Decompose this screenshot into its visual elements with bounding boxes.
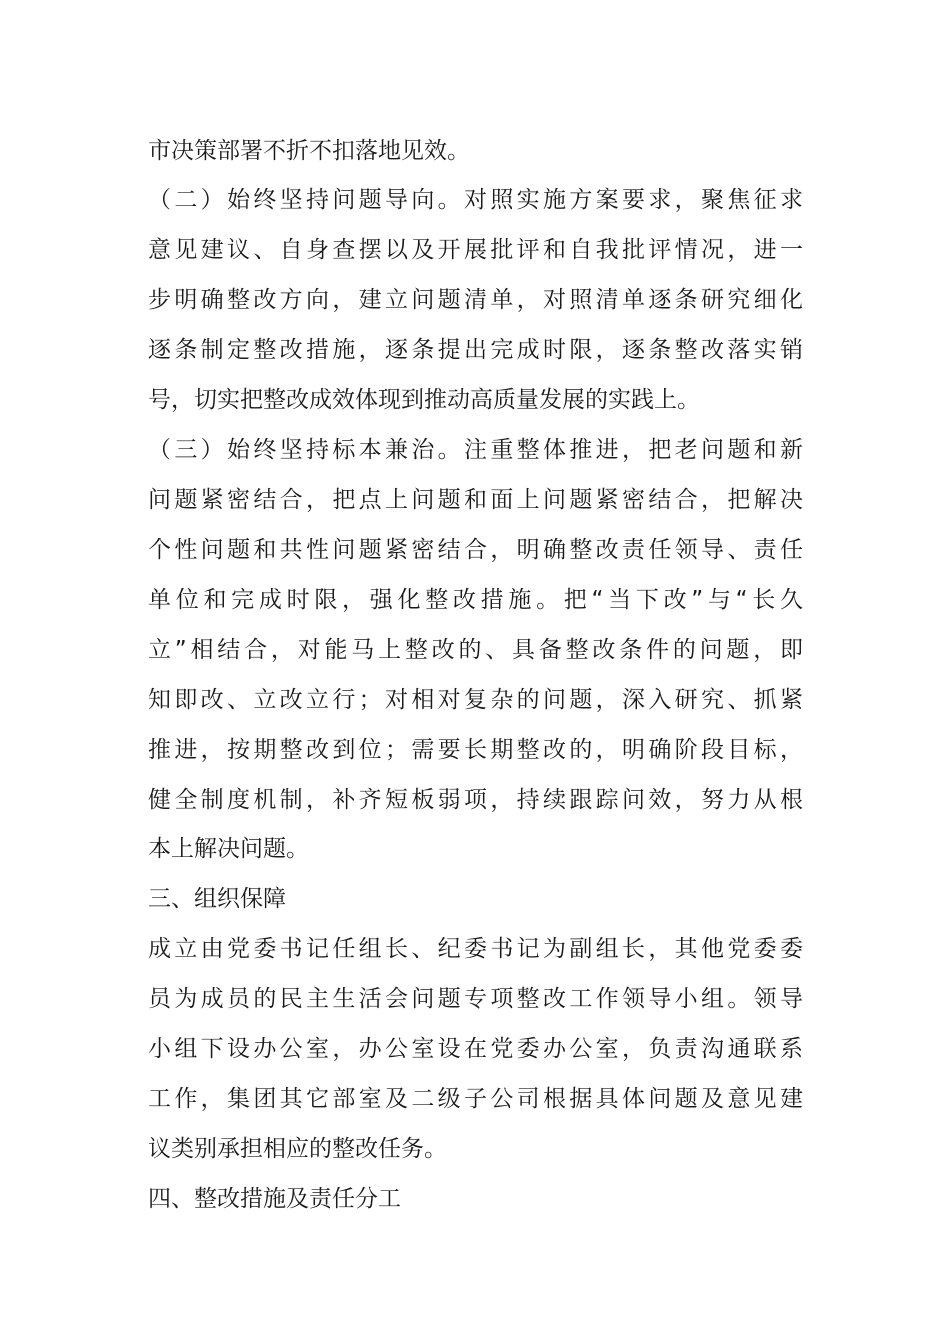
text-line: 单位和完成时限，强化整改措施。把“当下改”与“长久 [148, 587, 803, 613]
text-line: 工作，集团其它部室及二级子公司根据具体问题及意见建 [148, 1086, 803, 1112]
text-line: 成立由党委书记任组长、纪委书记为副组长，其他党委委 [148, 936, 803, 962]
text-line: （三）始终坚持标本兼治。注重整体推进，把老问题和新 [148, 437, 803, 463]
text-line: 知即改、立改立行；对相对复杂的问题，深入研究、抓紧 [148, 687, 803, 713]
section-heading: 四、整改措施及责任分工 [148, 1186, 401, 1212]
text-line: 健全制度机制，补齐短板弱项，持续跟踪问效，努力从根 [148, 787, 803, 813]
text-line: 步明确整改方向，建立问题清单，对照清单逐条研究细化 [148, 287, 803, 313]
text-line: 本上解决问题。 [148, 836, 309, 862]
text-line: 逐条制定整改措施，逐条提出完成时限，逐条整改落实销 [148, 337, 803, 363]
text-line: 立”相结合，对能马上整改的、具备整改条件的问题，即 [148, 637, 803, 663]
text-line: 市决策部署不折不扣落地见效。 [148, 138, 470, 164]
text-line: 小组下设办公室，办公室设在党委办公室，负责沟通联系 [148, 1036, 803, 1062]
text-line: （二）始终坚持问题导向。对照实施方案要求，聚焦征求 [148, 187, 803, 213]
text-line: 员为成员的民主生活会问题专项整改工作领导小组。领导 [148, 986, 803, 1012]
text-line: 号，切实把整改成效体现到推动高质量发展的实践上。 [148, 387, 700, 413]
text-line: 个性问题和共性问题紧密结合，明确整改责任领导、责任 [148, 537, 803, 563]
text-line: 推进，按期整改到位；需要长期整改的，明确阶段目标， [148, 737, 803, 763]
text-line: 问题紧密结合，把点上问题和面上问题紧密结合，把解决 [148, 487, 803, 513]
section-heading: 三、组织保障 [148, 886, 286, 912]
text-line: 意见建议、自身查摆以及开展批评和自我批评情况，进一 [148, 237, 803, 263]
text-line: 议类别承担相应的整改任务。 [148, 1136, 447, 1162]
